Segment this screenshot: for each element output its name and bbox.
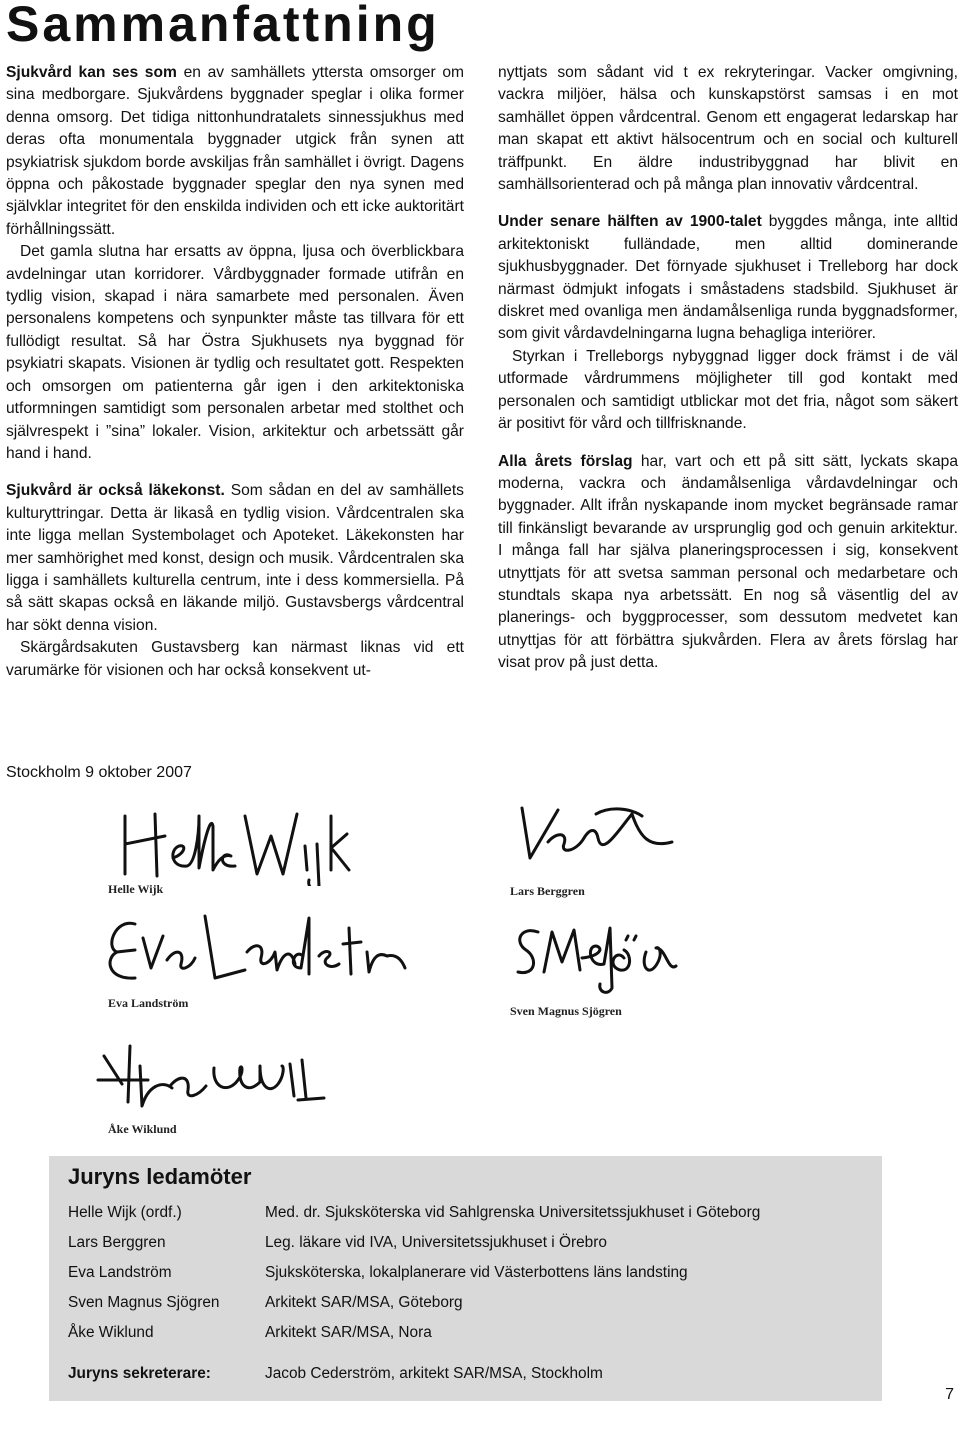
- jury-member-role: Sjuksköterska, lokalplanerare vid Västerbottens läns landsting: [265, 1264, 688, 1281]
- handwritten-signature-icon: [95, 908, 415, 998]
- jury-member-name: Åke Wiklund: [68, 1324, 154, 1341]
- signature-helle-wijk: [95, 796, 355, 896]
- jury-member-role: Arkitekt SAR/MSA, Göteborg: [265, 1294, 463, 1311]
- paragraph-recruitment: nyttjats som sådant vid t ex rekryteringar. Vacker omgivning, vackra miljöer, hälsa och kunskapstörst samsas i en mot samhället öppen vårdcentral. Genom ett engagerat ledarskap har man skapat ett aktivt hälsocentrum och en social och kulturell träffpunkt. En äldre industribyggnad har blivit en samhällsorienterad och på många plan innovativ vårdcentral.: [498, 64, 958, 194]
- jury-members-box: [49, 1156, 882, 1401]
- paragraph-open-wards: Det gamla slutna har ersatts av öppna, ljusa och överblickbara avdelningar utan korridorer. Vårdbyggnader formade utifrån en tydlig vision, skapad i nära samarbete med personalen. Även personalens kompetens och synpunkter måste tas tillvara för ett fullödigt resultat. Så har Östra Sjukhusets nya byggnad för psykiatri skapats. Visionen är tydlig och resultatet gott. Respekten och omsorgen om patienterna går igen i den arkitektoniska utformningen samtidigt som personalen arbetar med stolthet och självrespekt i ”sina” lokaler. Vision, arkitektur och arbetssätt går hand i hand.: [6, 243, 464, 462]
- signature-sven-magnus-sjogren: [500, 918, 700, 1018]
- handwritten-signature-icon: [500, 798, 680, 878]
- handwritten-signature-icon: [88, 1036, 338, 1116]
- body-text: har, vart och ett på sitt sätt, lyckats skapa moderna, vackra och ändamålsenliga vårdavdelningar och byggnader. Allt ifrån nyskapande inom mycket begränsade ramar till finkänsligt bevarande av ursprunglig god och genuin arkitektur. I många fall har själva planeringsprocessen i sig, konsekvent utnyttjats för att svetsa samman personal och medarbetare och stundtals skapa nya arbetssätt. En nog så väsentlig del av planerings- och byggprocesser, som dessutom medvetet kan utnyttjas för att förbättra sjukvården. Flera av årets förslag har visat prov på just detta.: [498, 452, 958, 672]
- paragraph-1900s-hospitals: [498, 211, 958, 345]
- body-text: byggdes många, inte alltid arkitektoniskt fulländade, men alltid dominerande sjukhusbyggnader. Det förnyade sjukhuset i Trelleborg har dock närmast ödmjukt infogats i småstadens stadsbild. Sjukhuset är diskret med ovanliga men ändamålsenliga runda byggnadsformer, som givit vårdavdelningarna lugna behagliga interiörer.: [498, 213, 958, 343]
- handwritten-signature-icon: [500, 918, 700, 998]
- jury-secretary-name: Jacob Cederström, arkitekt SAR/MSA, Stockholm: [265, 1365, 603, 1382]
- jury-secretary-label: Juryns sekreterare:: [68, 1365, 211, 1382]
- jury-member-name: Lars Berggren: [68, 1234, 166, 1251]
- body-text: en av samhällets yttersta omsorger om sina medborgare. Sjukvårdens byggnader speglar i olika former denna omsorg. Det tidiga nittonhundratalets sinnessjukhus med deras ofta monumentala byggnader utgick från synen att psykiatrisk sjukdom borde avskiljas från samhället i övrigt. Dagens öppna och påkostade byggnader speglar den nya synen med självklar integritet för den enskilda individen och ett icke auktoritärt förhållningssätt.: [6, 64, 465, 238]
- signature-lars-berggren: [500, 798, 680, 898]
- jury-member-role: Leg. läkare vid IVA, Universitetssjukhuset i Örebro: [265, 1234, 607, 1251]
- left-text-column: [6, 62, 464, 682]
- jury-member-name: Helle Wijk (ordf.): [68, 1204, 182, 1221]
- bold-lead-text: Sjukvård kan ses som: [6, 64, 177, 81]
- bold-lead-text: Alla årets förslag: [498, 452, 633, 470]
- paragraph-skargardsakuten: Skärgårdsakuten Gustavsberg kan närmast liknas vid ett varumärke för visionen och har också konsekvent ut-: [6, 639, 464, 679]
- paragraph-healthcare-care: [6, 62, 464, 241]
- place-and-date: Stockholm 9 oktober 2007: [6, 764, 192, 781]
- signatory-name: Sven Magnus Sjögren: [510, 1004, 622, 1018]
- jury-member-role: Arkitekt SAR/MSA, Nora: [265, 1324, 432, 1341]
- jury-member-role: Med. dr. Sjuksköterska vid Sahlgrenska Universitetssjukhuset i Göteborg: [265, 1204, 761, 1221]
- right-text-column: [498, 62, 958, 675]
- bold-lead-text: Sjukvård är också läkekonst.: [6, 482, 225, 500]
- signatory-name: Lars Berggren: [510, 884, 585, 898]
- paragraph-trelleborg: Styrkan i Trelleborgs nybyggnad ligger dock främst i de väl utformade vårdrummens möjligheter till god kontakt med personalen och samtidigt utblickar mot det fria, något som säkert är positivt för vård och tillfrisknande.: [498, 347, 958, 433]
- signatory-name: Åke Wiklund: [108, 1122, 177, 1136]
- signatory-name: Eva Landström: [108, 996, 189, 1010]
- body-text: Som sådan en del av samhällets kulturyttringar. Detta är likaså en tydlig vision. Vårdcentralen ska inte ligga mellan Systembolaget och Apoteket. Läkekonsten har mer samhörighet med konst, design och musik. Vårdcentralen ska ligga i samhällets kulturella centrum, inte i dess kommersiella. På så sätt skapas också en läkande miljö. Gustavsbergs vårdcentral har sökt denna vision.: [6, 482, 464, 634]
- paragraph-all-proposals: [498, 451, 958, 675]
- handwritten-signature-icon: [95, 796, 355, 886]
- signatory-name: Helle Wijk: [108, 882, 164, 896]
- paragraph-healing-art: [6, 480, 464, 637]
- signature-eva-landstrom: [95, 908, 415, 1010]
- page-number: 7: [945, 1386, 954, 1403]
- jury-title: Juryns ledamöter: [68, 1164, 252, 1189]
- jury-member-name: Sven Magnus Sjögren: [68, 1294, 220, 1311]
- signature-ake-wiklund: [88, 1036, 338, 1136]
- bold-lead-text: Under senare hälften av 1900-talet: [498, 213, 762, 231]
- jury-member-name: Eva Landström: [68, 1264, 172, 1281]
- page-title: Sammanfattning: [6, 0, 440, 52]
